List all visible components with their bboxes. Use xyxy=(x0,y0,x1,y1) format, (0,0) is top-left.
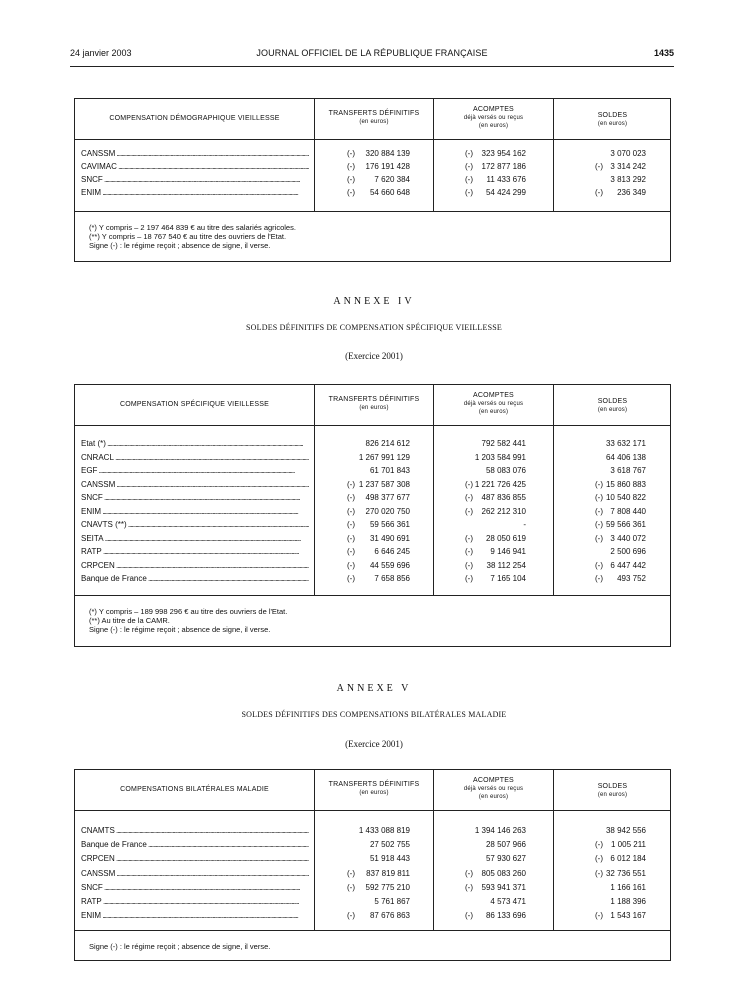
transfert-sign: (-) xyxy=(347,188,355,197)
solde-value: 32 736 551 xyxy=(605,868,646,878)
solde-sign: (-) xyxy=(595,840,603,850)
column-header-acomptes: ACOMPTES déjà versés ou reçus (en euros) xyxy=(463,392,524,415)
solde-value: 15 860 883 xyxy=(605,479,646,489)
table-notes xyxy=(89,942,270,951)
acompte-sign: (-) xyxy=(465,882,473,892)
transfert-value: 7 658 856 xyxy=(374,574,410,583)
solde-sign: (-) xyxy=(595,479,603,489)
note-line: (*) Y compris – 189 998 296 € au titre des ouvriers de l'Etat. xyxy=(89,607,288,616)
table-body-rule xyxy=(75,595,670,596)
solde-value: 1 005 211 xyxy=(611,840,646,850)
acompte-value: 487 836 855 xyxy=(481,493,526,502)
solde-value: 1 188 396 xyxy=(610,897,646,906)
note-line: Signe (-) : le régime reçoit ; absence de signe, il verse. xyxy=(89,942,271,951)
row-label: CNRACL ..... xyxy=(81,451,309,464)
solde-value: 6 447 442 xyxy=(610,560,646,570)
transfert-value: 87 676 863 xyxy=(369,911,410,921)
table-row xyxy=(75,545,670,558)
table-notes xyxy=(89,607,287,634)
acompte-value: 57 930 627 xyxy=(485,854,526,864)
transfert-value: 1 267 991 129 xyxy=(358,452,410,462)
transfert-sign: (-) xyxy=(347,520,355,529)
transfert-sign: (-) xyxy=(347,162,355,171)
solde-value: 3 314 242 xyxy=(610,162,646,171)
solde-sign: (-) xyxy=(595,911,603,921)
transfert-value: 59 566 361 xyxy=(369,520,410,529)
solde-value: 33 632 171 xyxy=(605,439,646,448)
acompte-sign: (-) xyxy=(465,479,473,489)
solde-value: 2 500 696 xyxy=(610,547,646,556)
acompte-value: - xyxy=(523,520,526,529)
row-label: Banque de France ..... xyxy=(81,572,309,585)
transfert-sign: (-) xyxy=(347,911,355,921)
annexe-v-subtitle: SOLDES DÉFINITIFS DES COMPENSATIONS BILATÉRALES MALADIE xyxy=(241,710,507,719)
row-label: RATP ..... xyxy=(81,895,309,908)
transfert-value: 54 660 648 xyxy=(369,188,410,197)
solde-value: 64 406 138 xyxy=(605,452,646,462)
transfert-sign: (-) xyxy=(347,149,355,158)
table-row xyxy=(75,478,670,491)
acompte-sign: (-) xyxy=(465,547,473,556)
row-label: RATP ..... xyxy=(81,545,309,558)
solde-value: 3 070 023 xyxy=(610,149,646,158)
acompte-value: 11 433 676 xyxy=(486,175,526,184)
table-row xyxy=(75,437,670,450)
row-label: ENIM ..... xyxy=(81,909,309,922)
note-line: (**) Au titre de la CAMR. xyxy=(89,616,170,625)
acompte-sign: (-) xyxy=(465,506,473,516)
header-rule xyxy=(75,425,670,426)
header-title: JOURNAL OFFICIEL DE LA RÉPUBLIQUE FRANÇAISE xyxy=(256,48,488,58)
solde-sign: (-) xyxy=(595,506,603,516)
row-label: CNAMTS ..... xyxy=(81,824,309,837)
transfert-sign: (-) xyxy=(347,175,355,184)
column-header-transferts: TRANSFERTS DÉFINITIFS (en euros) xyxy=(328,781,420,796)
solde-sign: (-) xyxy=(595,854,603,864)
column-header-regime: COMPENSATION DÉMOGRAPHIQUE VIEILLESSE xyxy=(109,115,280,122)
column-header-soldes: SOLDES (en euros) xyxy=(597,398,628,413)
column-header-acomptes: ACOMPTES déjà versés ou reçus (en euros) xyxy=(463,106,524,129)
table-row xyxy=(75,867,670,880)
page-number: 1435 xyxy=(653,48,674,58)
transfert-value: 5 761 867 xyxy=(374,897,410,906)
annexe-v-heading: ANNEXE V xyxy=(336,683,412,694)
column-header-regime: COMPENSATION SPÉCIFIQUE VIEILLESSE xyxy=(119,401,270,408)
solde-value: 10 540 822 xyxy=(605,493,646,502)
page-header xyxy=(70,48,674,62)
table-row xyxy=(75,186,670,199)
transfert-sign: (-) xyxy=(347,506,355,516)
annexe-iv-subtitle: SOLDES DÉFINITIFS DE COMPENSATION SPÉCIFIQUE VIEILLESSE xyxy=(246,323,502,332)
acompte-value: 9 146 941 xyxy=(490,547,526,556)
transfert-sign: (-) xyxy=(347,868,355,878)
solde-sign: (-) xyxy=(595,560,603,570)
acompte-sign: (-) xyxy=(465,162,473,171)
transfert-value: 31 490 691 xyxy=(369,533,410,543)
note-line: (**) Y compris – 18 767 540 € au titre des ouvriers de l'Etat. xyxy=(89,232,287,241)
table-row xyxy=(75,824,670,837)
transfert-value: 826 214 612 xyxy=(365,439,410,448)
row-label: CANSSM ..... xyxy=(81,147,309,160)
solde-value: 6 012 184 xyxy=(610,854,646,864)
column-header-transferts: TRANSFERTS DÉFINITIFS (en euros) xyxy=(328,110,420,125)
transfert-value: 1 237 587 308 xyxy=(358,479,410,489)
table-compensations-bilaterales xyxy=(74,769,671,961)
solde-value: 59 566 361 xyxy=(605,520,646,529)
row-label: CNAVTS (**) ..... xyxy=(81,518,309,531)
table-row xyxy=(75,895,670,908)
column-header-soldes: SOLDES (en euros) xyxy=(597,783,628,798)
table-row xyxy=(75,572,670,585)
acompte-value: 593 941 371 xyxy=(481,882,526,892)
acompte-sign: (-) xyxy=(465,911,473,921)
column-header-soldes: SOLDES (en euros) xyxy=(597,112,628,127)
acompte-sign: (-) xyxy=(465,560,473,570)
transfert-value: 176 191 428 xyxy=(365,162,410,171)
table-row xyxy=(75,852,670,865)
table-row xyxy=(75,881,670,894)
table-body-rule xyxy=(75,930,670,931)
transfert-value: 320 884 139 xyxy=(365,149,410,158)
note-line: (*) Y compris – 2 197 464 839 € au titre des salariés agricoles. xyxy=(89,223,296,232)
row-label: ENIM ..... xyxy=(81,186,309,199)
annexe-v-exercice: (Exercice 2001) xyxy=(345,739,403,749)
solde-value: 493 752 xyxy=(617,574,646,583)
acompte-value: 323 954 162 xyxy=(481,149,526,158)
table-row xyxy=(75,147,670,160)
transfert-value: 44 559 696 xyxy=(369,560,410,570)
table-row xyxy=(75,838,670,851)
acompte-sign: (-) xyxy=(465,533,473,543)
header-rule xyxy=(75,139,670,140)
solde-value: 7 808 440 xyxy=(610,506,646,516)
acompte-sign: (-) xyxy=(465,493,473,502)
solde-sign: (-) xyxy=(595,574,603,583)
table-notes xyxy=(89,223,296,250)
solde-value: 38 942 556 xyxy=(605,826,646,835)
table-row xyxy=(75,464,670,477)
solde-value: 236 349 xyxy=(617,188,646,197)
row-label: CAVIMAC ..... xyxy=(81,160,309,173)
transfert-value: 498 377 677 xyxy=(365,493,410,502)
acompte-value: 262 212 310 xyxy=(481,506,526,516)
acompte-value: 1 203 584 991 xyxy=(474,452,526,462)
solde-sign: (-) xyxy=(595,493,603,502)
transfert-sign: (-) xyxy=(347,547,355,556)
row-label: Banque de France ..... xyxy=(81,838,309,851)
transfert-sign: (-) xyxy=(347,882,355,892)
header-date: 24 janvier 2003 xyxy=(70,48,132,58)
acompte-value: 86 133 696 xyxy=(485,911,526,921)
table-row xyxy=(75,532,670,545)
note-line: Signe (-) : le régime reçoit ; absence de signe, il verse. xyxy=(89,625,271,634)
header-rule xyxy=(70,66,674,67)
acompte-value: 7 165 104 xyxy=(490,574,526,583)
column-header-acomptes: ACOMPTES déjà versés ou reçus (en euros) xyxy=(463,777,524,800)
row-label: SNCF ..... xyxy=(81,491,309,504)
acompte-sign: (-) xyxy=(465,149,473,158)
acompte-value: 172 877 186 xyxy=(481,162,526,171)
row-label: SNCF ..... xyxy=(81,173,309,186)
transfert-value: 7 620 384 xyxy=(374,175,410,184)
table-body-rule xyxy=(75,211,670,212)
solde-sign: (-) xyxy=(595,520,603,529)
table-row xyxy=(75,451,670,464)
acompte-sign: (-) xyxy=(465,188,473,197)
solde-value: 3 813 292 xyxy=(610,175,646,184)
table-compensation-specifique xyxy=(74,384,671,647)
table-row xyxy=(75,491,670,504)
row-label: CANSSM ..... xyxy=(81,867,309,880)
acompte-sign: (-) xyxy=(465,868,473,878)
solde-sign: (-) xyxy=(595,868,603,878)
table-row xyxy=(75,160,670,173)
transfert-value: 6 646 245 xyxy=(374,547,410,556)
solde-value: 1 166 161 xyxy=(610,882,646,892)
acompte-value: 1 221 726 425 xyxy=(474,479,526,489)
solde-value: 3 440 072 xyxy=(610,533,646,543)
column-header-regime: COMPENSATIONS BILATÉRALES MALADIE xyxy=(120,786,269,793)
row-label: SEITA ..... xyxy=(81,532,309,545)
acompte-value: 4 573 471 xyxy=(490,897,526,906)
transfert-sign: (-) xyxy=(347,479,355,489)
acompte-sign: (-) xyxy=(465,175,473,184)
acompte-sign: (-) xyxy=(465,574,473,583)
row-label: CRPCEN ..... xyxy=(81,852,309,865)
solde-sign: (-) xyxy=(595,533,603,543)
table-row xyxy=(75,518,670,531)
transfert-value: 270 020 750 xyxy=(365,506,410,516)
solde-sign: (-) xyxy=(595,188,603,197)
annexe-iv-heading: ANNEXE IV xyxy=(333,296,415,307)
transfert-value: 592 775 210 xyxy=(365,882,410,892)
header-rule xyxy=(75,810,670,811)
annexe-iv-exercice: (Exercice 2001) xyxy=(345,351,403,361)
transfert-sign: (-) xyxy=(347,493,355,502)
transfert-value: 61 701 843 xyxy=(369,466,410,475)
row-label: CRPCEN ..... xyxy=(81,559,309,572)
acompte-value: 38 112 254 xyxy=(486,560,526,570)
acompte-value: 58 083 076 xyxy=(485,466,526,475)
transfert-value: 27 502 755 xyxy=(369,840,410,850)
acompte-value: 28 507 966 xyxy=(485,840,526,850)
table-compensation-demographique xyxy=(74,98,671,262)
solde-value: 3 618 767 xyxy=(610,466,646,475)
table-row xyxy=(75,559,670,572)
transfert-value: 1 433 088 819 xyxy=(358,826,410,835)
row-label: Etat (*) ..... xyxy=(81,437,309,450)
note-line: Signe (-) : le régime reçoit ; absence de signe, il verse. xyxy=(89,241,271,250)
acompte-value: 1 394 146 263 xyxy=(474,826,526,835)
transfert-sign: (-) xyxy=(347,533,355,543)
acompte-value: 28 050 619 xyxy=(485,533,526,543)
acompte-value: 805 083 260 xyxy=(481,868,526,878)
column-header-transferts: TRANSFERTS DÉFINITIFS (en euros) xyxy=(328,396,420,411)
acompte-value: 792 582 441 xyxy=(481,439,526,448)
row-label: EGF ..... xyxy=(81,464,309,477)
table-row xyxy=(75,173,670,186)
row-label: ENIM ..... xyxy=(81,505,309,518)
row-label: SNCF ..... xyxy=(81,881,309,894)
transfert-value: 51 918 443 xyxy=(369,854,410,864)
solde-sign: (-) xyxy=(595,162,603,171)
transfert-value: 837 819 811 xyxy=(366,868,410,878)
row-label: CANSSM ..... xyxy=(81,478,309,491)
table-row xyxy=(75,909,670,922)
transfert-sign: (-) xyxy=(347,560,355,570)
transfert-sign: (-) xyxy=(347,574,355,583)
table-row xyxy=(75,505,670,518)
acompte-value: 54 424 299 xyxy=(485,188,526,197)
solde-value: 1 543 167 xyxy=(610,911,646,921)
